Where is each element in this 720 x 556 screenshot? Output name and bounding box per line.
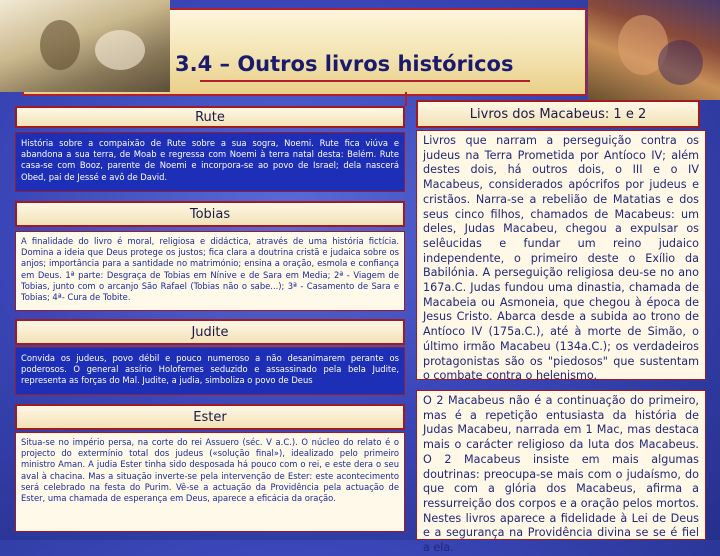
tobias-heading: Tobias xyxy=(15,201,405,227)
judite-text: Convida os judeus, povo débil e pouco numeroso a não desanimarem perante os poderosos. O general assírio Holofernes seduzido e assassinado pela bela Judite, representa as forças do Mal. Judite, a judia, simboliza o povo de Deus xyxy=(15,347,405,395)
painting-right xyxy=(588,0,720,100)
rute-text: História sobre a compaixão de Rute sobre a sua sogra, Noemi. Rute fica viúva e abandona a sua terra, de Moab e regressa com Noemi à terra natal desta: Belém. Rute casa-se com Booz, parente de Noemi e incorpora-se ao povo de Israel; dela nascerá Obed, pai de Jessé e avô de David. xyxy=(15,132,405,192)
macabeus-heading: Livros dos Macabeus: 1 e 2 xyxy=(416,100,700,128)
tobias-text: A finalidade do livro é moral, religiosa e didáctica, através de uma história fictícia. Domina a ideia que Deus protege os justos; fica clara a doutrina cristã e judaica sobre os anjos; importância para a santidade no matrimónio; ensina a oração, esmola e confiança em Deus. 1ª parte: Desgraça de Tobias em Nínive e de Sara em Media; 2ª - Viagem de Tobias, junto com o arcanjo São Rafael (Tobias não o sabe...); 3ª - Casamento de Sara e Tobias; 4ª- Cura de Tobite. xyxy=(15,231,405,311)
painting-left xyxy=(0,0,170,92)
rute-heading: Rute xyxy=(15,106,405,128)
ester-text: Situa-se no império persa, na corte do rei Assuero (séc. V a.C.). O núcleo do relato é o projecto do extermínio total dos judeus («solução final»), idealizado pelo primeiro ministro Aman. A judia Ester tinha sido desposada há pouco com o rei, e este dera o seu aval à chacina. Mas a situação inverte-se pela intervenção de Ester: este acontecimento será celebrado na festa do Purim. Vê-se a actuação da Providência pela actuação de Ester, uma chamada de esperança em Deus, aparece a eficácia da oração. xyxy=(15,432,405,532)
page-title: 3.4 – Outros livros históricos xyxy=(175,52,514,76)
title-underline xyxy=(200,80,530,82)
macabeus-text-1: Livros que narram a perseguição contra os judeus na Terra Prometida por Antíoco IV; além destes dois, há outros dois, o III e o IV Macabeus, considerados apócrifos por judeus e cristãos. Narra-se a rebelião de Matatias e dos seus cinco filhos, chamados de Macabeus: um deles, Judas Macabeu, chegou a expulsar os selêucidas e fundar um reino judaico independente, o primeiro deste o Exílio da Babilónia. A perseguição religiosa deu-se no ano 167a.C. Judas fundou uma dinastia, chamada de Macabeia ou Asmoneia, que chegou à época de Jesus Cristo. Abarca desde a subida ao trono de Antíoco IV (175a.C.), até à morte de Simão, o último irmão Macabeu (134a.C.); os verdadeiros protagonistas são os "piedosos" que sustentam o combate contra o helenismo. xyxy=(416,130,706,380)
judite-heading: Judite xyxy=(15,319,405,345)
macabeus-text-2: O 2 Macabeus não é a continuação do primeiro, mas é a repetição entusiasta da história de Judas Macabeu, narrada em 1 Mac, mas destaca mais o carácter religioso da luta dos Macabeus. O 2 Macabeus insiste em mais algumas doutrinas: preocupa-se mais com o judaísmo, do que com a glória dos Macabeus, afirma a ressurreição dos corpos e a oração pelos mortos. Nestes livros aparece a fidelidade à Lei de Deus e a segurança na Providência divina se se é fiel a ela. xyxy=(416,390,706,540)
divider xyxy=(405,92,407,106)
ester-heading: Ester xyxy=(15,404,405,430)
